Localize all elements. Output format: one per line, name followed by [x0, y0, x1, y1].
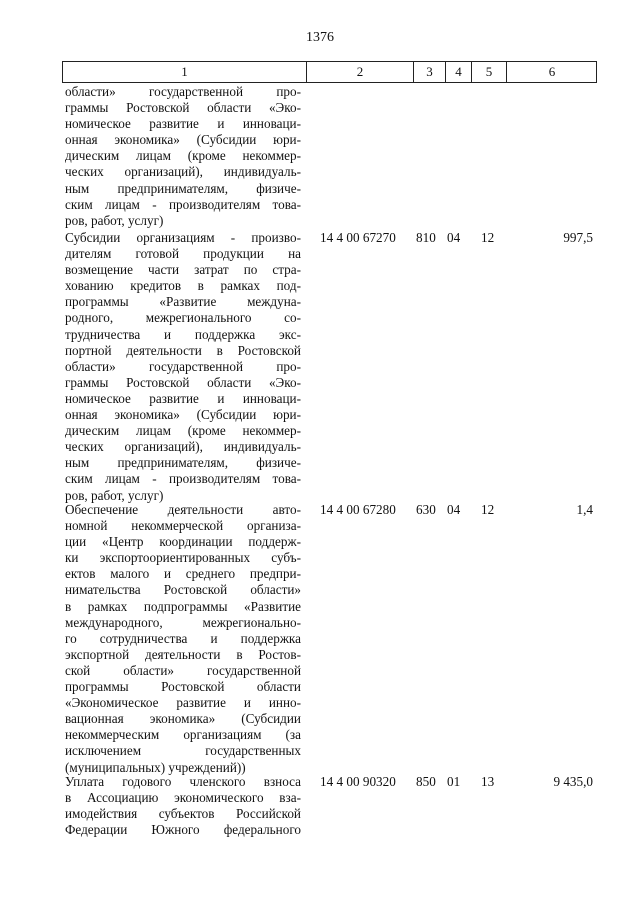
description-line: онная экономика» (Субсидии юри- [65, 407, 301, 423]
target-code: 14 4 00 67270 [320, 230, 396, 245]
description-line: онная экономика» (Субсидии юри- [65, 132, 301, 148]
expense-type: 850 [416, 774, 436, 789]
description-line: имодействия субъектов Российской [65, 806, 301, 822]
description-line: ров, работ, услуг) [65, 212, 164, 228]
description-line: ским лицам - производителям това- [65, 196, 301, 212]
header-col-4: 4 [445, 62, 471, 82]
description-line: вационная экономика» (Субсидии [65, 711, 301, 727]
description-line: экспортной деятельности в Ростов- [65, 646, 301, 662]
description-line: «Экономическое развитие и инно- [65, 695, 301, 711]
section-code: 04 [447, 502, 461, 517]
description-line: номическое развитие и инноваци- [65, 116, 301, 132]
page-number: 1376 [306, 30, 334, 45]
description-line: возмещение части затрат по стра- [65, 262, 301, 278]
description-line: номной некоммерческой организа- [65, 518, 301, 534]
description-line: ской области» государственной [65, 662, 301, 678]
description-line: ектов малого и среднего предпри- [65, 566, 301, 582]
description-line: исключением государственных [65, 743, 301, 759]
description-line: Федерации Южного федерального [65, 822, 301, 838]
description-line: хованию кредитов в рамках под- [65, 278, 301, 294]
row-description [65, 84, 301, 229]
subsection-code: 12 [481, 230, 495, 245]
expense-type: 630 [416, 502, 436, 517]
description-line: трудничества и поддержка экс- [65, 326, 301, 342]
amount: 997,5 [563, 230, 593, 245]
table-header [62, 61, 597, 83]
description-line: дическим лицам (кроме некоммер- [65, 423, 301, 439]
description-line: дическим лицам (кроме некоммер- [65, 148, 301, 164]
description-line: нимательства Ростовской области» [65, 582, 301, 598]
description-line: Субсидии организациям - произво- [65, 230, 301, 245]
description-line: ческих организаций), индивидуаль- [65, 439, 301, 455]
expense-type: 810 [416, 230, 436, 245]
header-col-1: 1 [181, 64, 188, 79]
target-code: 14 4 00 67280 [320, 502, 396, 517]
amount: 9 435,0 [553, 774, 593, 789]
row-description [65, 774, 301, 838]
header-col-5: 5 [471, 62, 506, 82]
description-line: ки экспортоориентированных субъ- [65, 550, 301, 566]
description-line: Обеспечение деятельности авто- [65, 502, 301, 517]
subsection-code: 12 [481, 502, 495, 517]
description-line: ским лицам - производителям това- [65, 471, 301, 487]
description-line: программы «Развитие междуна- [65, 294, 301, 310]
description-line: области» государственной про- [65, 84, 301, 99]
description-line: родного, межрегионального со- [65, 310, 301, 326]
description-line: граммы Ростовской области «Эко- [65, 374, 301, 390]
description-line: некоммерческим организациям (за [65, 727, 301, 743]
amount: 1,4 [576, 502, 593, 517]
header-col-6: 6 [506, 62, 597, 82]
description-line: ным предпринимателям, физиче- [65, 455, 301, 471]
description-line: номическое развитие и инноваци- [65, 390, 301, 406]
row-description [65, 502, 301, 776]
header-col-2: 2 [306, 62, 413, 82]
description-line: ным предпринимателям, физиче- [65, 180, 301, 196]
description-line: международного, межрегионально- [65, 614, 301, 630]
section-code: 04 [447, 230, 461, 245]
section-code: 01 [447, 774, 461, 789]
description-line: дителям готовой продукции на [65, 246, 301, 262]
row-description [65, 230, 301, 504]
description-line: граммы Ростовской области «Эко- [65, 100, 301, 116]
description-line: (муниципальных) учреждений)) [65, 759, 246, 775]
description-line: в Ассоциацию экономического вза- [65, 790, 301, 806]
description-line: портной деятельности в Ростовской [65, 342, 301, 358]
target-code: 14 4 00 90320 [320, 774, 396, 789]
header-col-3: 3 [413, 62, 445, 82]
description-line: области» государственной про- [65, 358, 301, 374]
subsection-code: 13 [481, 774, 495, 789]
description-line: программы Ростовской области [65, 679, 301, 695]
description-line: в рамках подпрограммы «Развитие [65, 598, 301, 614]
description-line: ров, работ, услуг) [65, 487, 164, 503]
description-line: ции «Центр координации поддерж- [65, 534, 301, 550]
description-line: ческих организаций), индивидуаль- [65, 164, 301, 180]
description-line: го сотрудничества и поддержка [65, 630, 301, 646]
description-line: Уплата годового членского взноса [65, 774, 301, 789]
